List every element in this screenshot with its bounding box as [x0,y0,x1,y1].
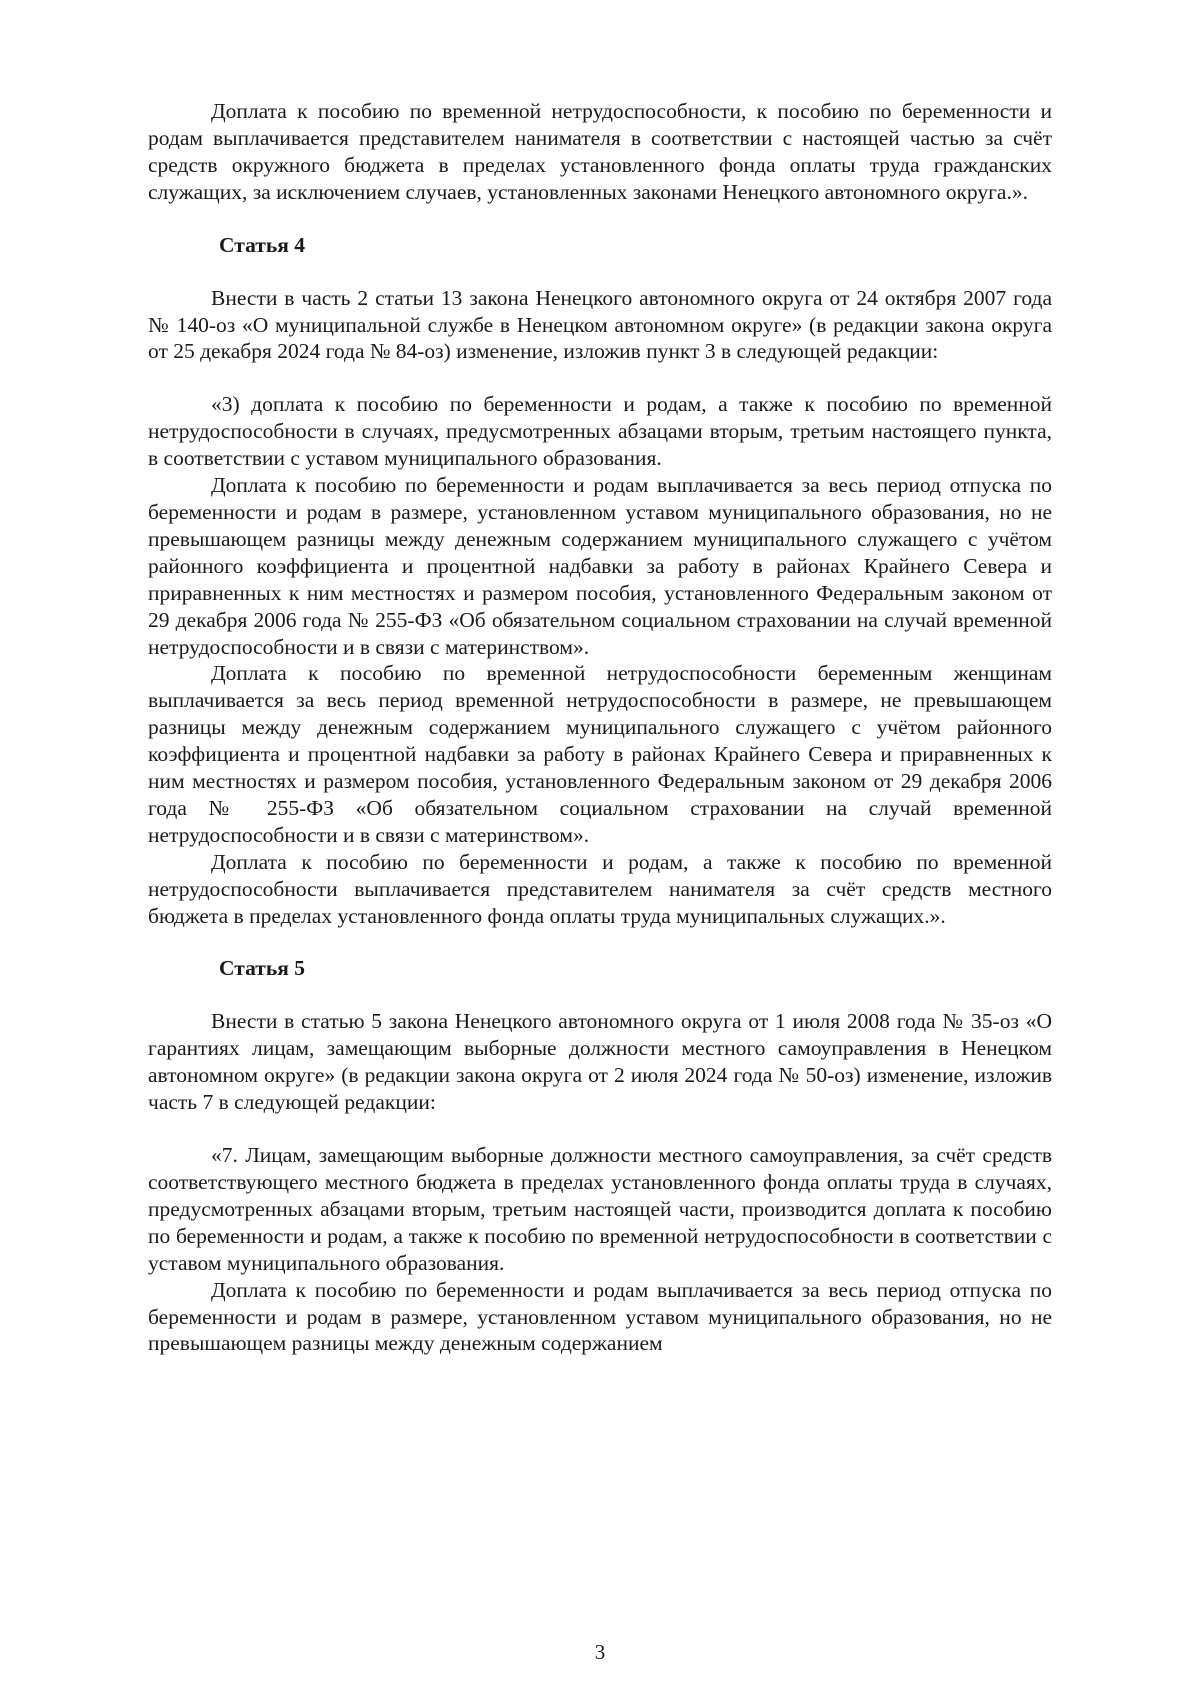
article-heading: Статья 4 [219,232,305,257]
spacer [148,982,1052,1008]
paragraph: Доплата к пособию по временной нетрудоспособности, к пособию по беременности и родам выплачивается представителем нанимателя в соответствии с настоящей частью за счёт средств окружного бюджета в пределах установленного фонда оплаты труда гражданских служащих, за исключением случаев, установленных законами Ненецкого автономного округа.». [148,99,1052,204]
article-heading: Статья 5 [219,956,305,981]
document-body [148,98,1052,1357]
spacer [148,929,1052,955]
paragraph: «3) доплата к пособию по беременности и родам, а также к пособию по временной нетрудоспособности в случаях, предусмотренных абзацами вторым, третьим настоящего пункта, в соответствии с уставом муниципального образования. [148,392,1052,471]
paragraph: Доплата к пособию по беременности и родам выплачивается за весь период отпуска по беременности и родам в размере, установленном уставом муниципального образования, но не превышающем разницы между денежным содержанием муниципального служащего с учётом районного коэффициента и процентной надбавки за работу в районах Крайнего Севера и приравненных к ним местностях и размером пособия, установленного Федеральным законом от 29 декабря 2006 года № 255-ФЗ «Об обязательном социальном страховании на случай временной нетрудоспособности и в связи с материнством». [148,473,1052,659]
paragraph: «7. Лицам, замещающим выборные должности местного самоуправления, за счёт средств соответствующего местного бюджета в пределах установленного фонда оплаты труда в случаях, предусмотренных абзацами вторым, третьим настоящей части, производится доплата к пособию по беременности и родам, а также к пособию по временной нетрудоспособности в соответствии с уставом муниципального образования. [148,1143,1052,1275]
article-intro: Внести в статью 5 закона Ненецкого автономного округа от 1 июля 2008 года № 35-оз «О гарантиях лицам, замещающим выборные должности местного самоуправления в Ненецком автономном округе» (в редакции закона округа от 2 июля 2024 года № 50-оз) изменение, изложив часть 7 в следующей редакции: [148,1009,1052,1115]
spacer [148,259,1052,285]
paragraph: Доплата к пособию по временной нетрудоспособности беременным женщинам выплачивается за весь период временной нетрудоспособности в размере, не превышающем разницы между денежным содержанием муниципального служащего с учётом районного коэффициента и процентной надбавки за работу в районах Крайнего Севера и приравненных к ним местностях и размером пособия, установленного Федеральным законом от 29 декабря 2006 года № 255-ФЗ «Об обязательном социальном страховании на случай временной нетрудоспособности и в связи с материнством». [148,661,1052,847]
spacer [148,206,1052,232]
paragraph: Доплата к пособию по беременности и родам выплачивается за весь период отпуска по беременности и родам в размере, установленном уставом муниципального образования, но не превышающем разницы между денежным содержанием [148,1277,1052,1356]
spacer [148,1116,1052,1142]
spacer [148,365,1052,391]
paragraph: Доплата к пособию по беременности и родам, а также к пособию по временной нетрудоспособности выплачивается представителем нанимателя за счёт средств местного бюджета в пределах установленного фонда оплаты труда муниципальных служащих.». [148,849,1052,928]
article-intro: Внести в часть 2 статьи 13 закона Ненецкого автономного округа от 24 октября 2007 года № 140-оз «О муниципальной службе в Ненецком автономном округе» (в редакции закона округа от 25 декабря 2024 года № 84-оз) изменение, изложив пункт 3 в следующей редакции: [148,285,1052,364]
page-number: 3 [594,1640,606,1664]
